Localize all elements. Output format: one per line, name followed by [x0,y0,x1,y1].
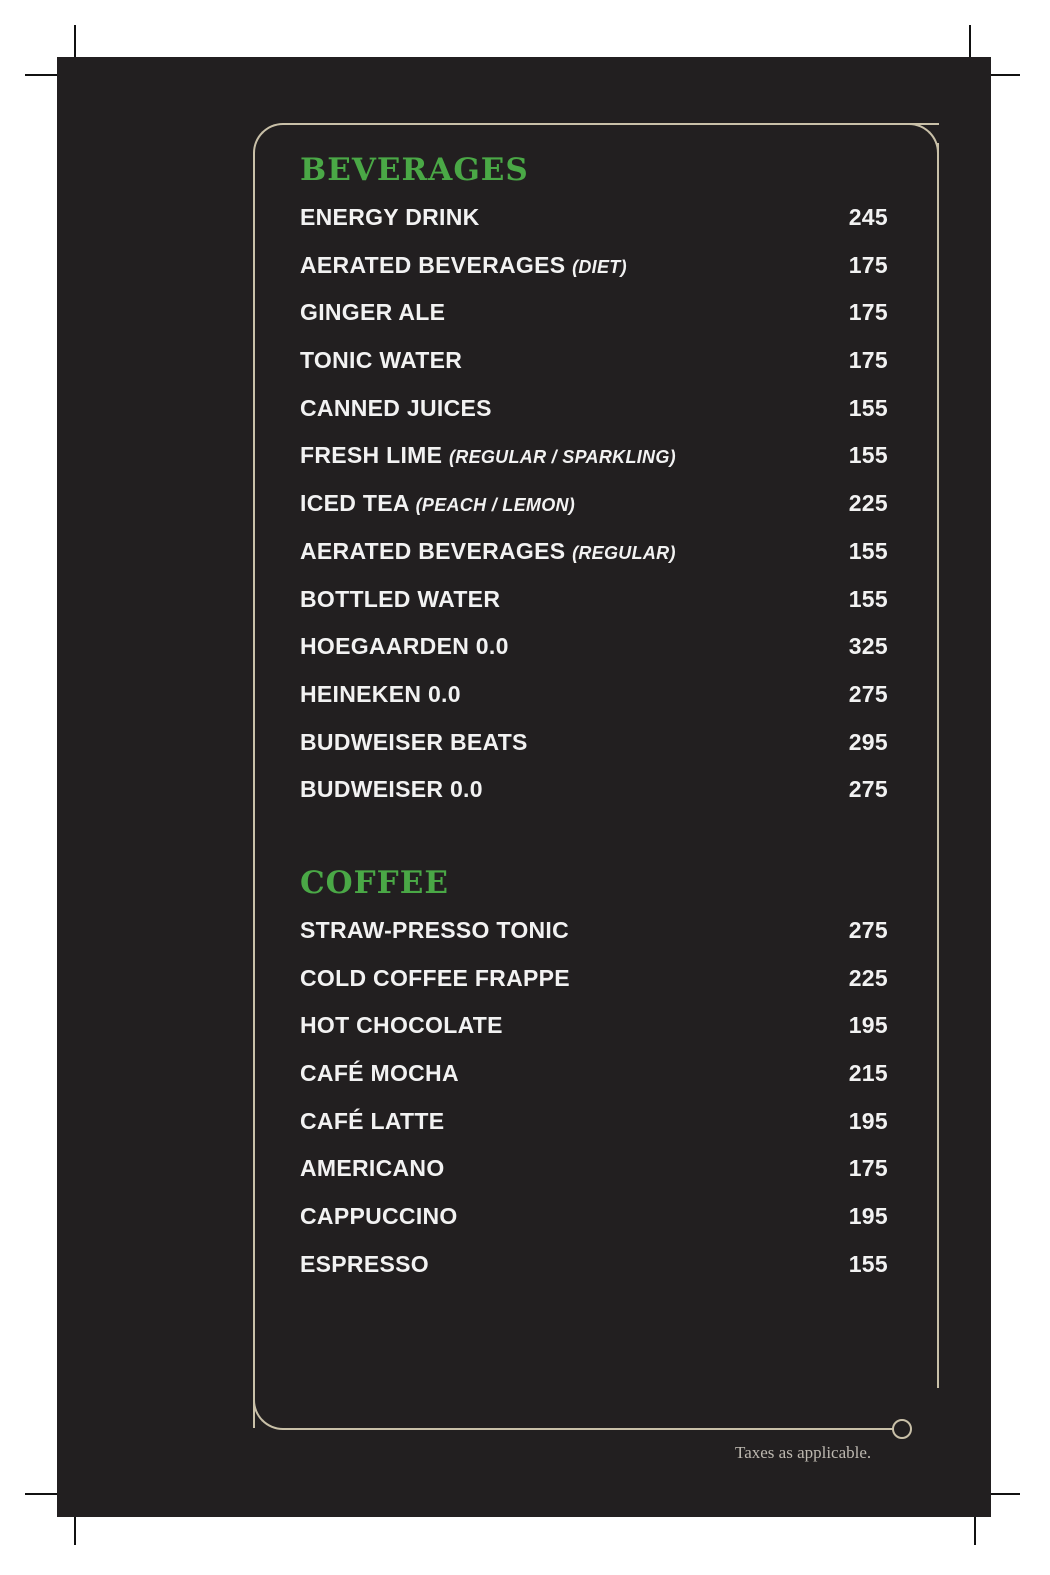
crop-mark [74,25,76,60]
item-price: 225 [848,490,888,517]
item-price: 195 [848,1203,888,1230]
item-label [300,1012,503,1039]
menu-item [300,1155,888,1203]
item-name: ENERGY DRINK [300,204,480,230]
item-price: 275 [848,776,888,803]
item-label [300,252,627,279]
item-price: 325 [848,633,888,660]
item-price: 155 [848,1250,888,1277]
item-label [300,395,492,422]
item-price: 195 [848,1107,888,1134]
item-label [300,681,461,708]
menu-item [300,1012,888,1060]
menu-item [300,776,888,824]
item-label [300,1203,458,1230]
menu-item [300,681,888,729]
menu-item [300,490,888,538]
item-note: (REGULAR / SPARKLING) [448,447,676,468]
item-label [300,1060,459,1087]
item-note: (PEACH / LEMON) [415,495,576,516]
menu-item [300,1203,888,1251]
item-price: 175 [848,347,888,374]
menu-item [300,633,888,681]
item-label [300,917,569,944]
item-label [300,204,480,231]
item-name: GINGER ALE [300,299,446,326]
coffee-list [300,917,888,1299]
item-label [300,633,509,660]
item-label [300,490,575,517]
taxes-note: Taxes as applicable. [735,1443,872,1462]
item-price: 155 [848,394,888,421]
item-name: TONIC WATER [300,347,463,374]
menu-item [300,1251,888,1299]
item-price: 275 [848,917,888,943]
section-title-coffee: COFFEE [300,865,449,901]
item-label [300,299,445,326]
decorative-frame-right [937,143,939,1388]
item-name: HEINEKEN 0.0 [300,680,461,707]
item-name: AERATED BEVERAGES [300,251,566,278]
item-price: 155 [848,537,888,564]
crop-mark [25,74,60,76]
item-price: 215 [848,1060,888,1087]
item-label [300,776,483,803]
item-note: (DIET) [572,256,627,277]
item-name: AERATED BEVERAGES [300,537,566,564]
menu-item [300,586,888,634]
item-note: (REGULAR) [572,542,676,563]
item-label [300,586,500,613]
item-label [300,347,462,374]
menu-item [300,1108,888,1156]
item-name: ICED TEA [300,490,409,517]
item-price: 195 [848,1012,888,1039]
item-name: CAFÉ LATTE [300,1107,445,1134]
item-name: HOT CHOCOLATE [300,1012,503,1039]
item-label [300,965,570,992]
item-price: 175 [848,299,888,326]
item-price: 175 [848,1155,888,1182]
item-name: HOEGAARDEN 0.0 [300,633,509,660]
item-name: STRAW-PRESSO TONIC [300,917,570,943]
crop-mark [990,74,1020,76]
crop-mark [974,1515,976,1545]
item-price: 295 [848,728,888,755]
crop-mark [969,25,971,60]
item-name: CAFÉ MOCHA [300,1060,459,1087]
item-name: CANNED JUICES [300,394,492,421]
item-price: 245 [848,204,888,230]
crop-mark [25,1493,60,1495]
item-name: CAPPUCCINO [300,1203,458,1230]
menu-item [300,917,888,965]
item-label [300,729,528,756]
menu-item [300,965,888,1013]
menu-item [300,729,888,777]
crop-mark [990,1493,1020,1495]
item-name: BUDWEISER 0.0 [300,776,483,803]
item-price: 155 [848,442,888,469]
menu-item [300,1060,888,1108]
item-label [300,442,676,469]
menu-item [300,538,888,586]
item-name: FRESH LIME [300,442,443,469]
menu-item [300,395,888,443]
item-price: 225 [848,964,888,991]
decorative-frame-bottom [283,1428,893,1430]
menu-item [300,442,888,490]
item-name: AMERICANO [300,1155,445,1182]
beverages-list [300,204,888,824]
item-label [300,1108,444,1135]
item-label [300,538,676,565]
section-title-beverages: BEVERAGES [300,152,529,188]
item-label [300,1251,429,1278]
menu-item [300,299,888,347]
circle-ornament-icon [892,1419,912,1439]
crop-mark [74,1515,76,1545]
menu-item [300,347,888,395]
item-name: COLD COFFEE FRAPPE [300,964,570,991]
item-name: BOTTLED WATER [300,585,501,612]
item-label [300,1155,445,1182]
menu-item [300,204,888,252]
item-price: 175 [848,251,888,278]
item-price: 155 [848,585,888,612]
item-price: 275 [848,680,888,707]
menu-item [300,252,888,300]
item-name: ESPRESSO [300,1250,429,1277]
item-name: BUDWEISER BEATS [300,728,528,755]
